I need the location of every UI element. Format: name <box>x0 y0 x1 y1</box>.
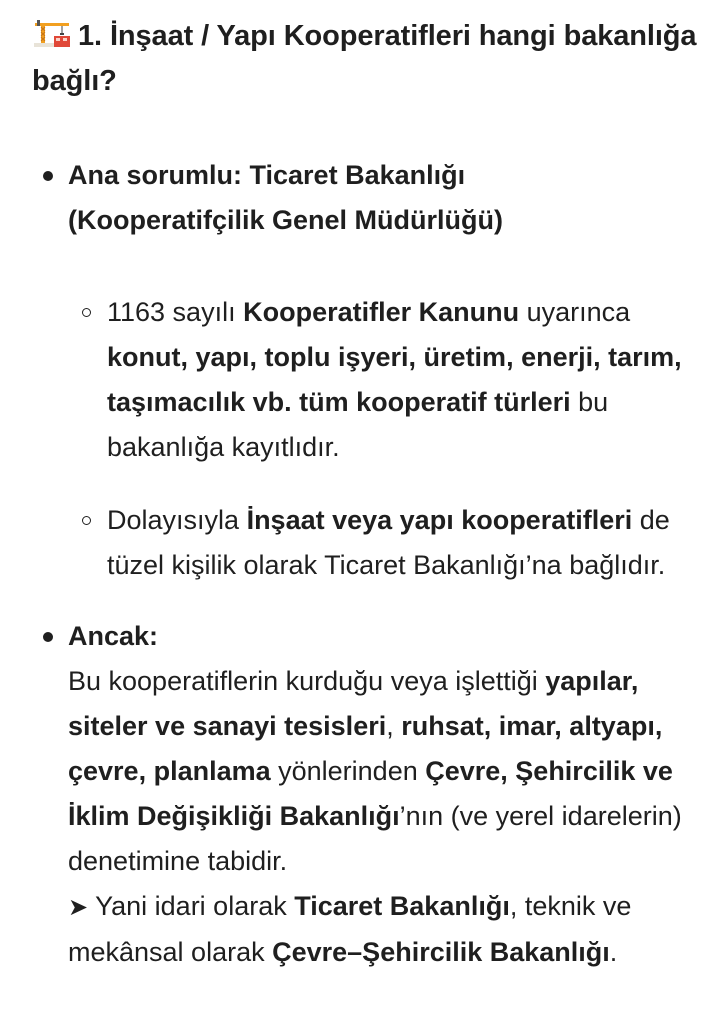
text-span: Yani idari olarak <box>88 891 295 921</box>
facilities-text: yapılar, siteler ve sanayi tesisleri <box>68 666 639 741</box>
permit-topics: ruhsat, imar, altyapı, çevre, planlama <box>68 711 663 786</box>
environment-ministry: Çevre, Şehircilik ve İklim Değişikliği Bakanlığı <box>68 756 673 831</box>
section-heading <box>32 14 702 104</box>
sub-list <box>68 290 702 588</box>
responsible-ministry-line: Ana sorumlu: Ticaret Bakanlığı <box>68 160 466 190</box>
law-name: Kooperatifler Kanunu <box>243 297 520 327</box>
trade-ministry: Ticaret Bakanlığı <box>294 891 510 921</box>
however-label: Ancak: <box>68 621 159 651</box>
however-paragraph <box>68 659 702 884</box>
construction-crane-icon <box>32 18 72 48</box>
text-span: , <box>386 711 402 741</box>
answer-content <box>32 14 702 975</box>
sub-list-item <box>68 498 702 588</box>
text-span: de tüzel kişilik olarak Ticaret Bakanlığı’na bağlıdır. <box>107 505 670 580</box>
general-directorate-line: (Kooperatifçilik Genel Müdürlüğü) <box>68 205 504 235</box>
hollow-bullet <box>82 516 91 525</box>
hollow-bullet <box>82 308 91 317</box>
list-item <box>32 614 702 975</box>
list-item <box>32 153 702 588</box>
text-span: yönlerinden <box>270 756 426 786</box>
text-span: . <box>609 937 618 967</box>
bullet-dot <box>43 632 53 642</box>
text-span: Dolayısıyla <box>107 505 247 535</box>
text-span: Bu kooperatiflerin kurduğu veya işlettiği <box>68 666 546 696</box>
urbanization-ministry: Çevre–Şehircilik Bakanlığı <box>272 937 610 967</box>
construction-cooperatives: İnşaat veya yapı kooperatifleri <box>246 505 633 535</box>
arrow-icon: ➤ <box>68 893 89 921</box>
bullet-dot <box>43 171 53 181</box>
heading-text: 1. İnşaat / Yapı Kooperatifleri hangi bakanlığa bağlı? <box>32 20 697 97</box>
cooperative-types: konut, yapı, toplu işyeri, üretim, enerji, tarım, taşımacılık vb. tüm kooperatif türleri <box>107 342 682 417</box>
sub-list-item <box>68 290 702 470</box>
text-span: 1163 sayılı <box>107 297 244 327</box>
text-span: , teknik ve mekânsal olarak <box>68 891 632 967</box>
bullet-list <box>32 153 702 975</box>
text-span: uyarınca <box>519 297 631 327</box>
text-span: bu bakanlığa kayıtlıdır. <box>107 387 609 462</box>
summary-line <box>68 884 702 975</box>
text-span: ’nın (ve yerel idarelerin) denetimine tabidir. <box>68 801 682 876</box>
